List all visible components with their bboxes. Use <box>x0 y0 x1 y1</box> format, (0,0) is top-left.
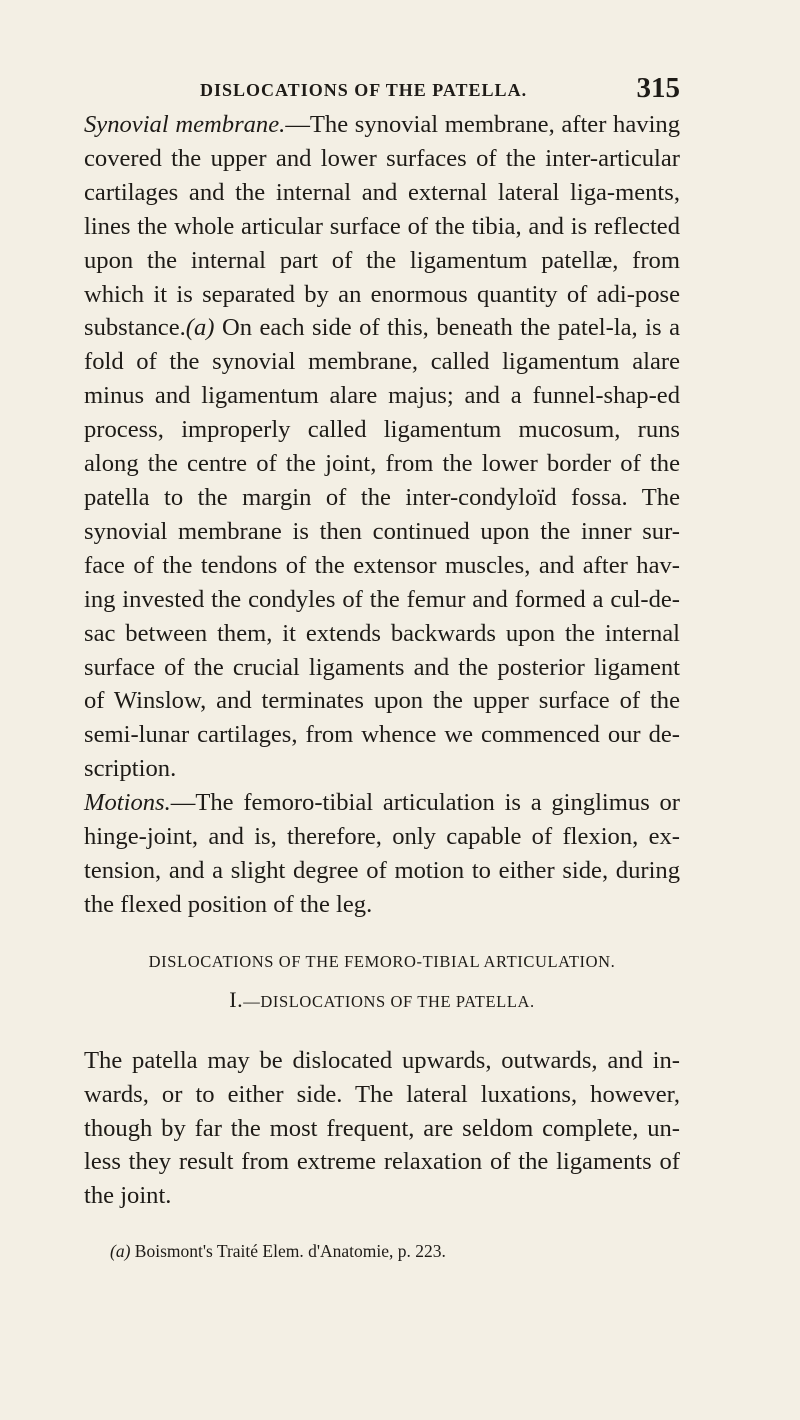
synovial-text-1: The synovial membrane, after having covered the upper and lower surfaces of the inter-articular cartilages and the internal and external lateral liga-ments, lines the whole articular surface of the tibia, and is reflected upon the internal part of the ligamentum patellæ, from which it is separated by an enormous quantity of adi-pose substance. <box>84 111 680 342</box>
synovial-text-2: On each side of this, beneath the patel-la, is a fold of the synovial membrane, called ligamentum alare minus and ligamentum alare majus; and a funnel-shap-ed process, improperly called ligamentum mucosum, runs along the centre of the joint, from the lower border of the patella to the margin of the inter-condyloïd fossa. The synovial membrane is then continued upon the inner sur-face of the tendons of the extensor muscles, and after hav-ing invested the condyles of the femur and formed a cul-de-sac between them, it extends backwards upon the internal surface of the crucial ligaments and the posterior ligament of Winslow, and terminates upon the upper surface of the semi-lunar cartilages, from whence we commenced our de-scription. <box>84 314 680 783</box>
sub-heading-title: DISLOCATIONS OF THE PATELLA. <box>260 991 535 1011</box>
page-number: 315 <box>636 72 680 104</box>
patella-paragraph: The patella may be dislocated upwards, outwards, and in-wards, or to either side. The lateral luxations, however, though by far the most frequent, are seldom complete, un-less they result from extreme relaxation of the ligaments of the joint. <box>84 1046 680 1210</box>
footnote-reference: (a) <box>185 314 215 342</box>
motions-text: The femoro-tibial articulation is a ginglimus or hinge-joint, and is, therefore, only capable of flexion, ex-tension, and a slight degree of motion to either side, during the flexed position of the leg. <box>84 789 680 918</box>
sub-heading-dash: — <box>243 991 261 1011</box>
motions-paragraph <box>84 786 680 922</box>
motions-dash: — <box>170 789 196 817</box>
synovial-membrane-paragraph <box>84 108 680 786</box>
sub-heading <box>84 988 680 1014</box>
running-head <box>84 70 680 108</box>
section-heading: DISLOCATIONS OF THE FEMORO-TIBIAL ARTICULATION. <box>148 951 616 971</box>
footnote-marker: (a) <box>110 1241 131 1262</box>
footnote <box>110 1239 680 1263</box>
footnote-text: Boismont's Traité Elem. d'Anatomie, p. 223. <box>130 1241 446 1262</box>
running-head-title: DISLOCATIONS OF THE PATELLA. <box>200 80 528 100</box>
book-page <box>84 70 680 1370</box>
synovial-dash: — <box>285 111 310 138</box>
sub-heading-number: I. <box>229 986 244 1012</box>
synovial-membrane-lead: Synovial membrane. <box>84 111 286 138</box>
motions-lead: Motions. <box>84 789 171 817</box>
